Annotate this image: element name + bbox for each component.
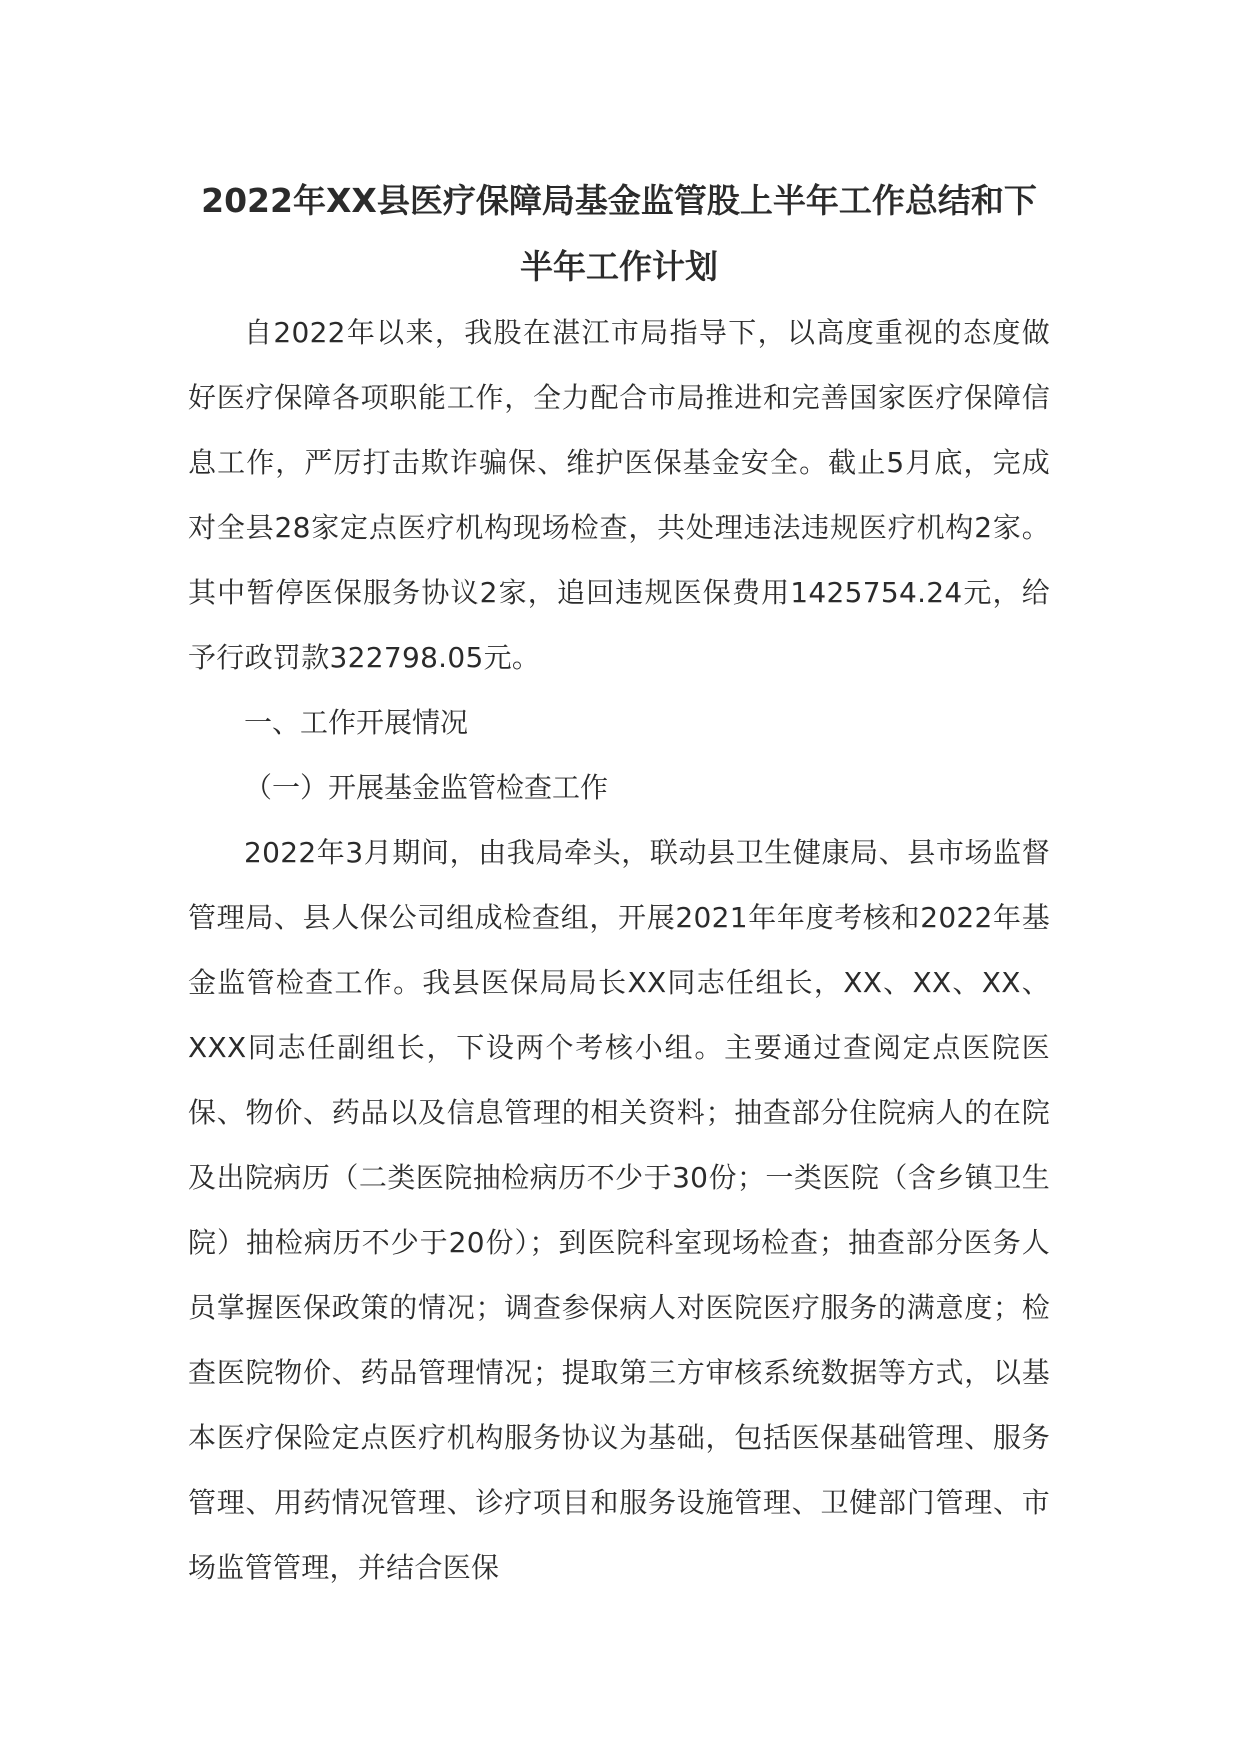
subsection-body-paragraph: 2022年3月期间，由我局牵头，联动县卫生健康局、县市场监督管理局、县人保公司组成检查组，开展2021年年度考核和2022年基金监管检查工作。我县医保局局长XX同志任组长，XX、XX、XX、XXX同志任副组长，下设两个考核小组。主要通过查阅定点医院医保、物价、药品以及信息管理的相关资料；抽查部分住院病人的在院及出院病历（二类医院抽检病历不少于30份；一类医院（含乡镇卫生院）抽检病历不少于20份）；到医院科室现场检查；抽查部分医务人员掌握医保政策的情况；调查参保病人对医院医疗服务的满意度；检查医院物价、药品管理情况；提取第三方审核系统数据等方式，以基本医疗保险定点医疗机构服务协议为基础，包括医保基础管理、服务管理、用药情况管理、诊疗项目和服务设施管理、卫健部门管理、市场监管管理，并结合医保 bbox=[188, 836, 1050, 1584]
section-heading: 一、工作开展情况 bbox=[244, 706, 469, 739]
document-title bbox=[188, 168, 1050, 300]
subsection-heading: （一）开展基金监管检查工作 bbox=[244, 771, 609, 804]
title-line-2: 半年工作计划 bbox=[520, 247, 718, 286]
title-line-1: 2022年XX县医疗保障局基金监管股上半年工作总结和下 bbox=[201, 181, 1037, 220]
intro-paragraph: 自2022年以来，我股在湛江市局指导下，以高度重视的态度做好医疗保障各项职能工作，全力配合市局推进和完善国家医疗保障信息工作，严厉打击欺诈骗保、维护医保基金安全。截止5月底，完成对全县28家定点医疗机构现场检查，共处理违法违规医疗机构2家。其中暂停医保服务协议2家，追回违规医保费用1425754.24元，给予行政罚款322798.05元。 bbox=[188, 316, 1050, 674]
document-page bbox=[188, 168, 1050, 1600]
